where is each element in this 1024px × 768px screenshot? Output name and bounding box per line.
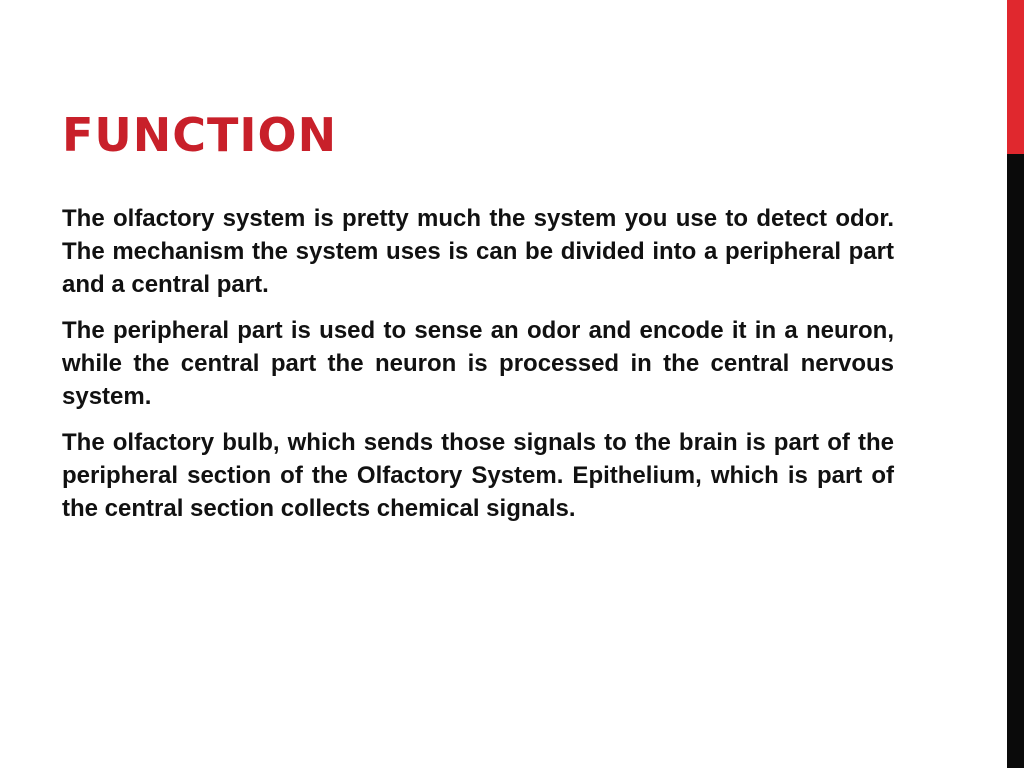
accent-bar-red <box>1007 0 1024 154</box>
slide-body <box>62 202 894 538</box>
body-paragraph-3: The olfactory bulb, which sends those signals to the brain is part of the peripheral section of the Olfactory System. Epithelium, which is part of the central section collects chemical signals. <box>62 429 894 522</box>
slide-title: FUNCTION <box>62 108 338 162</box>
body-paragraph-1: The olfactory system is pretty much the system you use to detect odor. The mechanism the system uses is can be divided into a peripheral part and a central part. <box>62 205 894 298</box>
accent-bar-black <box>1007 154 1024 768</box>
body-paragraph-2: The peripheral part is used to sense an odor and encode it in a neuron, while the central part the neuron is processed in the central nervous system. <box>62 317 894 410</box>
